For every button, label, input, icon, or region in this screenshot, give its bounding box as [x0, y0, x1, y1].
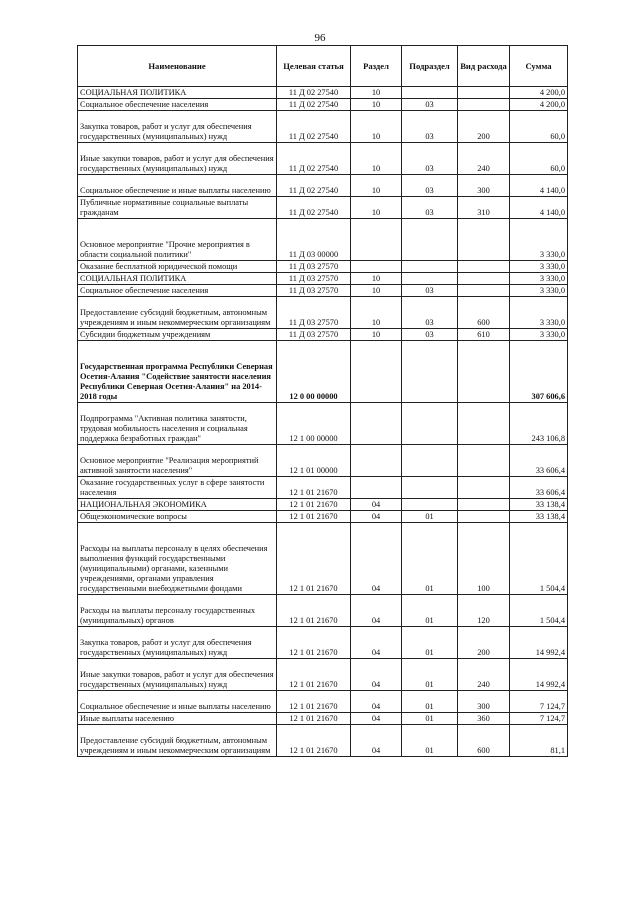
budget-table: [77, 45, 568, 757]
cell-sum: 1 504,4: [510, 595, 568, 627]
cell-name: Иные закупки товаров, работ и услуг для обеспечения государственных (муниципальных) нужд: [78, 143, 277, 175]
cell-subsection: [402, 273, 458, 285]
table-row: [78, 297, 568, 329]
cell-section: 04: [351, 713, 402, 725]
cell-section: 10: [351, 143, 402, 175]
cell-code: 12 1 01 21670: [277, 523, 351, 595]
table-row: [78, 403, 568, 445]
table-row: [78, 499, 568, 511]
header-type: Вид расхода: [458, 46, 510, 87]
cell-code: 12 1 01 21670: [277, 691, 351, 713]
cell-section: 10: [351, 273, 402, 285]
cell-subsection: [402, 477, 458, 499]
cell-subsection: 03: [402, 143, 458, 175]
cell-subsection: 01: [402, 659, 458, 691]
cell-subsection: 01: [402, 627, 458, 659]
cell-code: 11 Д 02 27540: [277, 197, 351, 219]
cell-type: [458, 273, 510, 285]
cell-name: Социальное обеспечение и иные выплаты населению: [78, 691, 277, 713]
cell-name: Иные закупки товаров, работ и услуг для обеспечения государственных (муниципальных) нужд: [78, 659, 277, 691]
cell-sum: 33 606,4: [510, 445, 568, 477]
cell-type: [458, 499, 510, 511]
table-row: [78, 713, 568, 725]
cell-name: НАЦИОНАЛЬНАЯ ЭКОНОМИКА: [78, 499, 277, 511]
cell-subsection: 03: [402, 111, 458, 143]
cell-code: 12 1 01 21670: [277, 627, 351, 659]
table-row: [78, 725, 568, 757]
cell-section: [351, 341, 402, 403]
cell-section: 10: [351, 197, 402, 219]
cell-code: 12 1 01 21670: [277, 713, 351, 725]
cell-code: 11 Д 03 00000: [277, 219, 351, 261]
table-row: [78, 99, 568, 111]
table-row: [78, 285, 568, 297]
cell-section: 04: [351, 499, 402, 511]
table-row: [78, 273, 568, 285]
cell-sum: 3 330,0: [510, 329, 568, 341]
cell-type: 600: [458, 725, 510, 757]
table-row: [78, 445, 568, 477]
cell-section: 04: [351, 511, 402, 523]
cell-type: [458, 341, 510, 403]
cell-type: [458, 285, 510, 297]
table-row: [78, 329, 568, 341]
cell-code: 12 1 01 21670: [277, 595, 351, 627]
cell-type: [458, 261, 510, 273]
cell-section: [351, 445, 402, 477]
table-row: [78, 511, 568, 523]
table-row: [78, 691, 568, 713]
cell-section: 04: [351, 627, 402, 659]
cell-section: 10: [351, 99, 402, 111]
table-row: [78, 175, 568, 197]
cell-code: 11 Д 02 27540: [277, 99, 351, 111]
cell-section: 04: [351, 659, 402, 691]
table-row: [78, 261, 568, 273]
cell-name: Предоставление субсидий бюджетным, автономным учреждениям и иным некоммерческим организациям: [78, 725, 277, 757]
cell-sum: 33 606,4: [510, 477, 568, 499]
cell-type: 240: [458, 143, 510, 175]
cell-subsection: 03: [402, 197, 458, 219]
cell-name: Подпрограмма "Активная политика занятости, трудовая мобильность населения и социальная поддержка безработных граждан": [78, 403, 277, 445]
cell-type: 610: [458, 329, 510, 341]
header-sum: Сумма: [510, 46, 568, 87]
cell-type: [458, 445, 510, 477]
cell-name: СОЦИАЛЬНАЯ ПОЛИТИКА: [78, 87, 277, 99]
cell-code: 12 1 01 21670: [277, 725, 351, 757]
cell-code: 12 1 01 00000: [277, 445, 351, 477]
cell-sum: 243 106,8: [510, 403, 568, 445]
cell-code: 11 Д 02 27540: [277, 111, 351, 143]
table-header-row: [78, 46, 568, 87]
cell-code: 11 Д 02 27540: [277, 175, 351, 197]
table-row: [78, 219, 568, 261]
cell-sum: 7 124,7: [510, 713, 568, 725]
cell-name: Расходы на выплаты персоналу в целях обеспечения выполнения функций государственными (муниципальными) органами, казенными учреждениями, органами управления государственными внебюджетными фондами: [78, 523, 277, 595]
cell-sum: 307 606,6: [510, 341, 568, 403]
cell-code: 11 Д 03 27570: [277, 261, 351, 273]
cell-section: [351, 261, 402, 273]
table-row: [78, 595, 568, 627]
cell-subsection: [402, 219, 458, 261]
cell-code: 11 Д 02 27540: [277, 143, 351, 175]
cell-name: Основное мероприятие "Реализация мероприятий активной занятости населения": [78, 445, 277, 477]
cell-type: [458, 403, 510, 445]
cell-code: 12 1 00 00000: [277, 403, 351, 445]
cell-section: [351, 219, 402, 261]
cell-subsection: [402, 403, 458, 445]
cell-name: Государственная программа Республики Северная Осетия-Алания "Содействие занятости населения Республики Северная Осетия-Алания" на 2014-2018 годы: [78, 341, 277, 403]
cell-subsection: [402, 87, 458, 99]
cell-subsection: 01: [402, 523, 458, 595]
cell-sum: 3 330,0: [510, 273, 568, 285]
table-row: [78, 659, 568, 691]
cell-type: 240: [458, 659, 510, 691]
cell-name: Общеэкономические вопросы: [78, 511, 277, 523]
table-row: [78, 477, 568, 499]
cell-name: Оказание бесплатной юридической помощи: [78, 261, 277, 273]
cell-name: Предоставление субсидий бюджетным, автономным учреждениям и иным некоммерческим организациям: [78, 297, 277, 329]
cell-subsection: [402, 341, 458, 403]
cell-subsection: 03: [402, 285, 458, 297]
cell-sum: 60,0: [510, 143, 568, 175]
cell-code: 12 1 01 21670: [277, 511, 351, 523]
header-section: Раздел: [351, 46, 402, 87]
cell-name: Иные выплаты населению: [78, 713, 277, 725]
cell-section: 04: [351, 691, 402, 713]
cell-type: [458, 99, 510, 111]
cell-code: 12 1 01 21670: [277, 659, 351, 691]
cell-sum: 3 330,0: [510, 297, 568, 329]
cell-type: 310: [458, 197, 510, 219]
cell-section: 10: [351, 111, 402, 143]
cell-subsection: 01: [402, 595, 458, 627]
cell-name: Субсидии бюджетным учреждениям: [78, 329, 277, 341]
cell-sum: 33 138,4: [510, 499, 568, 511]
cell-sum: 33 138,4: [510, 511, 568, 523]
cell-code: 11 Д 03 27570: [277, 273, 351, 285]
cell-name: Расходы на выплаты персоналу государственных (муниципальных) органов: [78, 595, 277, 627]
cell-sum: 14 992,4: [510, 627, 568, 659]
table-row: [78, 523, 568, 595]
cell-name: Закупка товаров, работ и услуг для обеспечения государственных (муниципальных) нужд: [78, 627, 277, 659]
cell-section: 10: [351, 285, 402, 297]
cell-type: 200: [458, 627, 510, 659]
table-row: [78, 143, 568, 175]
cell-subsection: 01: [402, 691, 458, 713]
cell-subsection: 01: [402, 725, 458, 757]
cell-code: 11 Д 03 27570: [277, 285, 351, 297]
cell-section: [351, 403, 402, 445]
cell-sum: 81,1: [510, 725, 568, 757]
cell-sum: 4 200,0: [510, 87, 568, 99]
cell-type: 200: [458, 111, 510, 143]
cell-code: 12 0 00 00000: [277, 341, 351, 403]
cell-subsection: 03: [402, 99, 458, 111]
cell-section: 04: [351, 595, 402, 627]
cell-name: Основное мероприятие "Прочие мероприятия в области социальной политики": [78, 219, 277, 261]
table-row: [78, 341, 568, 403]
cell-section: [351, 477, 402, 499]
cell-name: СОЦИАЛЬНАЯ ПОЛИТИКА: [78, 273, 277, 285]
cell-sum: 60,0: [510, 111, 568, 143]
cell-type: [458, 219, 510, 261]
cell-type: [458, 87, 510, 99]
cell-sum: 14 992,4: [510, 659, 568, 691]
cell-subsection: 03: [402, 329, 458, 341]
cell-type: 600: [458, 297, 510, 329]
cell-type: [458, 477, 510, 499]
cell-sum: 3 330,0: [510, 261, 568, 273]
cell-name: Социальное обеспечение населения: [78, 99, 277, 111]
cell-name: Публичные нормативные социальные выплаты гражданам: [78, 197, 277, 219]
cell-name: Оказание государственных услуг в сфере занятости населения: [78, 477, 277, 499]
table-row: [78, 627, 568, 659]
table-body: [78, 87, 568, 757]
cell-code: 11 Д 02 27540: [277, 87, 351, 99]
cell-code: 12 1 01 21670: [277, 477, 351, 499]
cell-section: 04: [351, 725, 402, 757]
cell-type: [458, 511, 510, 523]
cell-section: 04: [351, 523, 402, 595]
cell-sum: 4 140,0: [510, 175, 568, 197]
cell-code: 11 Д 03 27570: [277, 329, 351, 341]
cell-name: Социальное обеспечение населения: [78, 285, 277, 297]
cell-section: 10: [351, 329, 402, 341]
cell-type: 120: [458, 595, 510, 627]
cell-subsection: [402, 261, 458, 273]
cell-type: 300: [458, 175, 510, 197]
cell-name: Социальное обеспечение и иные выплаты населению: [78, 175, 277, 197]
cell-code: 12 1 01 21670: [277, 499, 351, 511]
cell-sum: 7 124,7: [510, 691, 568, 713]
cell-type: 300: [458, 691, 510, 713]
header-name: Наименование: [78, 46, 277, 87]
cell-sum: 3 330,0: [510, 219, 568, 261]
header-subsection: Подраздел: [402, 46, 458, 87]
cell-section: 10: [351, 297, 402, 329]
cell-type: 100: [458, 523, 510, 595]
cell-name: Закупка товаров, работ и услуг для обеспечения государственных (муниципальных) нужд: [78, 111, 277, 143]
cell-section: 10: [351, 175, 402, 197]
table-row: [78, 111, 568, 143]
header-code: Целевая статья: [277, 46, 351, 87]
cell-subsection: 03: [402, 297, 458, 329]
cell-subsection: [402, 499, 458, 511]
cell-subsection: 01: [402, 511, 458, 523]
table-row: [78, 197, 568, 219]
cell-subsection: 03: [402, 175, 458, 197]
cell-code: 11 Д 03 27570: [277, 297, 351, 329]
cell-subsection: [402, 445, 458, 477]
cell-sum: 4 200,0: [510, 99, 568, 111]
table-row: [78, 87, 568, 99]
cell-subsection: 01: [402, 713, 458, 725]
cell-type: 360: [458, 713, 510, 725]
page-number: 96: [314, 32, 326, 44]
cell-sum: 4 140,0: [510, 197, 568, 219]
cell-section: 10: [351, 87, 402, 99]
cell-sum: 3 330,0: [510, 285, 568, 297]
cell-sum: 1 504,4: [510, 523, 568, 595]
